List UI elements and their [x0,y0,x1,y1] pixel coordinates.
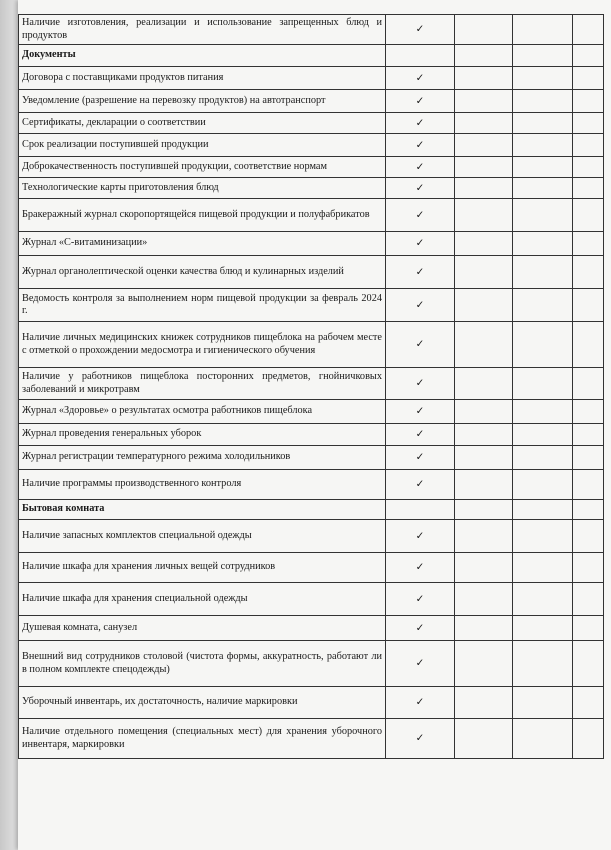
empty-cell [455,134,513,157]
empty-cell [573,157,604,178]
empty-cell [573,256,604,289]
empty-cell [513,178,573,199]
check-mark: ✓ [386,446,455,470]
empty-cell [573,90,604,113]
checklist-row [19,256,604,289]
checklist-body [19,15,604,759]
empty-cell [513,199,573,232]
empty-cell [573,719,604,759]
item-label: Договора с поставщиками продуктов питания [19,67,386,90]
empty-cell [513,641,573,687]
check-mark: ✓ [386,178,455,199]
check-mark: ✓ [386,113,455,134]
empty-cell [455,520,513,553]
item-label: Технологические карты приготовления блюд [19,178,386,199]
empty-cell [455,157,513,178]
item-label: Наличие у работников пищеблока посторонних предметов, гнойничковых заболеваний и микротравм [19,368,386,400]
checklist-row [19,90,604,113]
empty-cell [573,520,604,553]
item-label: Наличие изготовления, реализации и использование запрещенных блюд и продуктов [19,15,386,45]
empty-cell [573,45,604,67]
empty-cell [573,232,604,256]
empty-cell [573,470,604,500]
empty-cell [455,583,513,616]
item-label: Наличие личных медицинских книжек сотрудников пищеблока на рабочем месте с отметкой о прохождении медосмотра и гигиенического обучения [19,322,386,368]
item-label: Внешний вид сотрудников столовой (чистота формы, аккуратность, работают ли в полном комплекте спецодежды) [19,641,386,687]
empty-cell [455,641,513,687]
empty-cell [513,157,573,178]
checklist-row [19,446,604,470]
checklist-row [19,583,604,616]
empty-cell [573,641,604,687]
item-label: Журнал «Здоровье» о результатах осмотра работников пищеблока [19,400,386,424]
checklist-row [19,553,604,583]
empty-cell [455,45,513,67]
empty-cell [513,520,573,553]
empty-cell [455,719,513,759]
checklist-row [19,616,604,641]
empty-cell [513,424,573,446]
empty-cell [513,500,573,520]
empty-cell [573,322,604,368]
empty-cell [455,90,513,113]
item-label: Журнал проведения генеральных уборок [19,424,386,446]
checklist-row [19,289,604,322]
checklist-row [19,322,604,368]
item-label: Наличие запасных комплектов специальной одежды [19,520,386,553]
empty-cell [513,470,573,500]
empty-cell [573,178,604,199]
empty-cell [455,424,513,446]
item-label: Наличие отдельного помещения (специальных мест) для хранения уборочного инвентаря, маркировки [19,719,386,759]
checklist-table [18,14,604,759]
empty-cell [455,199,513,232]
check-mark: ✓ [386,553,455,583]
empty-cell [455,289,513,322]
empty-cell [573,583,604,616]
check-mark: ✓ [386,719,455,759]
empty-cell [573,199,604,232]
section-title: Бытовая комната [19,500,386,520]
empty-cell [455,113,513,134]
empty-cell [455,232,513,256]
empty-cell [573,424,604,446]
check-mark: ✓ [386,322,455,368]
empty-cell [513,400,573,424]
page-edge [0,0,18,850]
checklist-row [19,687,604,719]
item-label: Журнал органолептической оценки качества блюд и кулинарных изделий [19,256,386,289]
empty-cell [455,470,513,500]
empty-cell [573,553,604,583]
empty-cell [513,90,573,113]
section-title: Документы [19,45,386,67]
empty-cell [513,583,573,616]
check-mark: ✓ [386,256,455,289]
checklist-row [19,178,604,199]
item-label: Бракеражный журнал скоропортящейся пищевой продукции и полуфабрикатов [19,199,386,232]
check-mark: ✓ [386,470,455,500]
empty-cell [573,113,604,134]
item-label: Наличие программы производственного контроля [19,470,386,500]
item-label: Наличие шкафа для хранения специальной одежды [19,583,386,616]
checklist-row [19,641,604,687]
check-mark: ✓ [386,583,455,616]
item-label: Уборочный инвентарь, их достаточность, наличие маркировки [19,687,386,719]
empty-cell [455,553,513,583]
empty-cell [573,134,604,157]
item-label: Ведомость контроля за выполнением норм пищевой продукции за февраль 2024 г. [19,289,386,322]
empty-cell [573,289,604,322]
checklist-row [19,199,604,232]
checklist-row [19,67,604,90]
checklist-row [19,520,604,553]
checklist-row [19,719,604,759]
item-label: Срок реализации поступившей продукции [19,134,386,157]
check-mark: ✓ [386,616,455,641]
empty-cell [573,400,604,424]
checklist-row [19,134,604,157]
empty-cell [455,67,513,90]
empty-cell [513,15,573,45]
empty-cell [455,500,513,520]
check-mark: ✓ [386,424,455,446]
empty-cell [573,15,604,45]
check-mark: ✓ [386,134,455,157]
check-mark: ✓ [386,90,455,113]
check-mark: ✓ [386,687,455,719]
empty-cell [573,687,604,719]
empty-cell [455,322,513,368]
empty-cell [455,446,513,470]
empty-cell [513,553,573,583]
checklist-row [19,157,604,178]
check-mark: ✓ [386,289,455,322]
empty-cell [513,687,573,719]
empty-cell [513,322,573,368]
check-mark: ✓ [386,199,455,232]
check-mark: ✓ [386,232,455,256]
empty-cell [513,446,573,470]
item-label: Журнал «С-витаминизации» [19,232,386,256]
checklist-row [19,113,604,134]
empty-cell [513,256,573,289]
empty-cell [455,15,513,45]
empty-cell [386,500,455,520]
section-row [19,500,604,520]
check-mark: ✓ [386,641,455,687]
item-label: Сертификаты, декларации о соответствии [19,113,386,134]
check-mark: ✓ [386,157,455,178]
empty-cell [573,500,604,520]
check-mark: ✓ [386,400,455,424]
empty-cell [513,368,573,400]
empty-cell [455,400,513,424]
item-label: Журнал регистрации температурного режима холодильников [19,446,386,470]
check-mark: ✓ [386,368,455,400]
check-mark: ✓ [386,67,455,90]
empty-cell [455,256,513,289]
section-row [19,45,604,67]
empty-cell [455,616,513,641]
checklist-row [19,470,604,500]
empty-cell [386,45,455,67]
empty-cell [513,45,573,67]
empty-cell [513,289,573,322]
check-mark: ✓ [386,15,455,45]
checklist-row [19,15,604,45]
item-label: Наличие шкафа для хранения личных вещей сотрудников [19,553,386,583]
empty-cell [573,67,604,90]
empty-cell [513,719,573,759]
checklist-row [19,368,604,400]
empty-cell [513,616,573,641]
empty-cell [455,368,513,400]
checklist-row [19,232,604,256]
empty-cell [573,368,604,400]
checklist-row [19,400,604,424]
checklist-row [19,424,604,446]
empty-cell [573,616,604,641]
empty-cell [513,113,573,134]
item-label: Уведомление (разрешение на перевозку продуктов) на автотранспорт [19,90,386,113]
empty-cell [513,134,573,157]
item-label: Доброкачественность поступившей продукции, соответствие нормам [19,157,386,178]
item-label: Душевая комната, санузел [19,616,386,641]
empty-cell [573,446,604,470]
empty-cell [513,232,573,256]
empty-cell [455,178,513,199]
check-mark: ✓ [386,520,455,553]
empty-cell [455,687,513,719]
empty-cell [513,67,573,90]
